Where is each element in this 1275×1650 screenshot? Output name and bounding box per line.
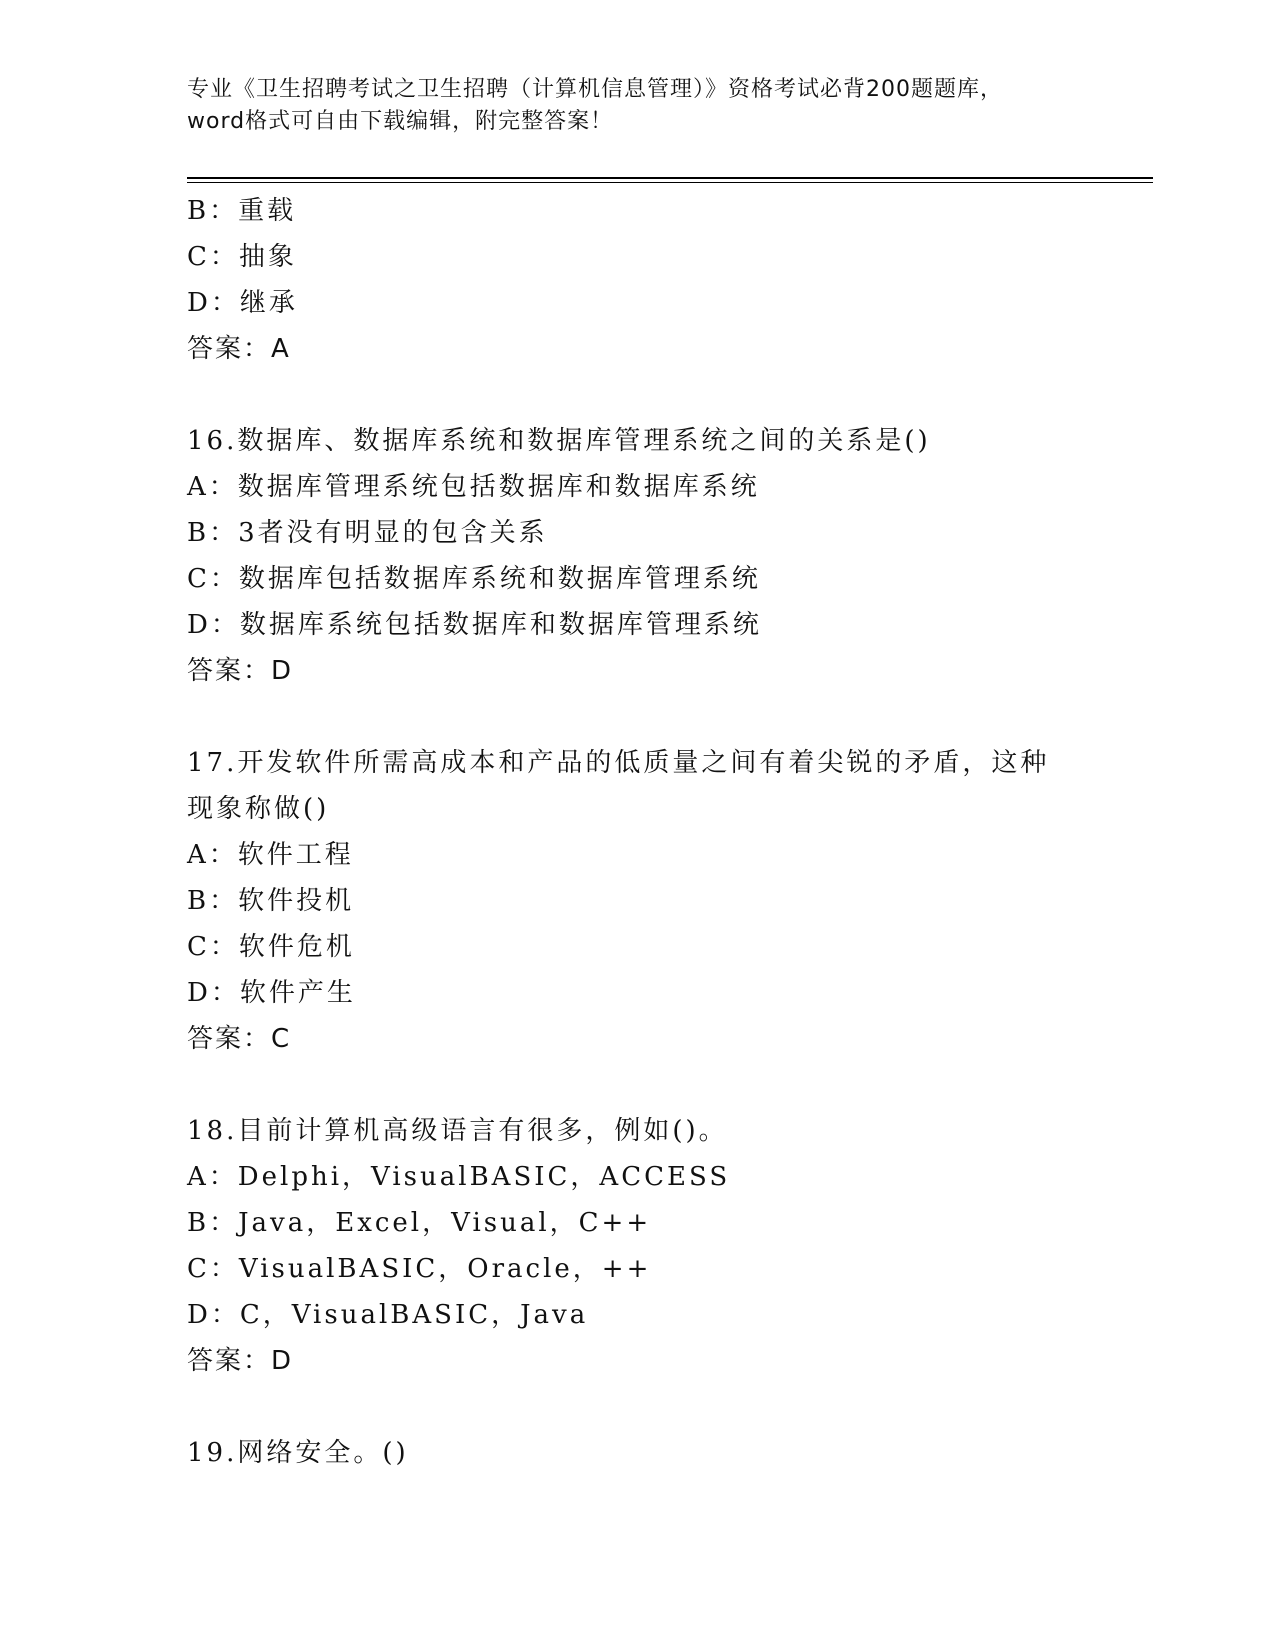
option-a: A：数据库管理系统包括数据库和数据库系统 [187, 472, 760, 502]
document-header [187, 74, 1087, 138]
question-16 [187, 418, 1087, 694]
answer: 答案：D [187, 656, 294, 686]
option-c: C：数据库包括数据库系统和数据库管理系统 [187, 564, 761, 594]
option-b: B：重载 [187, 196, 297, 226]
header-rule-thin [187, 182, 1153, 183]
option-c: C：软件危机 [187, 932, 355, 962]
answer: 答案：A [187, 334, 291, 364]
question-17 [187, 740, 1087, 1062]
header-line-1: 专业《卫生招聘考试之卫生招聘（计算机信息管理）》资格考试必背200题题库， [187, 77, 1003, 102]
option-d: D：软件产生 [187, 978, 356, 1008]
option-d: D：继承 [187, 288, 298, 318]
question-text: 18.目前计算机高级语言有很多，例如()。 [187, 1116, 728, 1146]
option-b: B：3者没有明显的包含关系 [187, 518, 548, 548]
spacer [187, 694, 1087, 740]
header-line-2: word格式可自由下载编辑，附完整答案！ [187, 109, 614, 134]
option-a: A：软件工程 [187, 840, 354, 870]
option-d: D：数据库系统包括数据库和数据库管理系统 [187, 610, 762, 640]
question-text: 16.数据库、数据库系统和数据库管理系统之间的关系是() [187, 426, 931, 456]
option-d: D：C，VisualBASIC，Java [187, 1300, 589, 1330]
question-text: 19.网络安全。() [187, 1438, 409, 1468]
answer: 答案：C [187, 1024, 292, 1054]
question-list [187, 188, 1087, 1476]
spacer [187, 1062, 1087, 1108]
spacer [187, 1384, 1087, 1430]
option-c: C：抽象 [187, 242, 297, 272]
option-a: A：Delphi，VisualBASIC，ACCESS [187, 1162, 731, 1192]
question-text: 17.开发软件所需高成本和产品的低质量之间有着尖锐的矛盾，这种现象称做() [187, 748, 1050, 824]
header-rule-thick [187, 177, 1153, 179]
question-15-tail [187, 188, 1087, 372]
answer: 答案：D [187, 1346, 294, 1376]
option-b: B：Java，Excel，Visual，C++ [187, 1208, 652, 1238]
option-c: C：VisualBASIC，Oracle，++ [187, 1254, 652, 1284]
spacer [187, 372, 1087, 418]
question-19 [187, 1430, 1087, 1476]
option-b: B：软件投机 [187, 886, 355, 916]
question-18 [187, 1108, 1087, 1384]
